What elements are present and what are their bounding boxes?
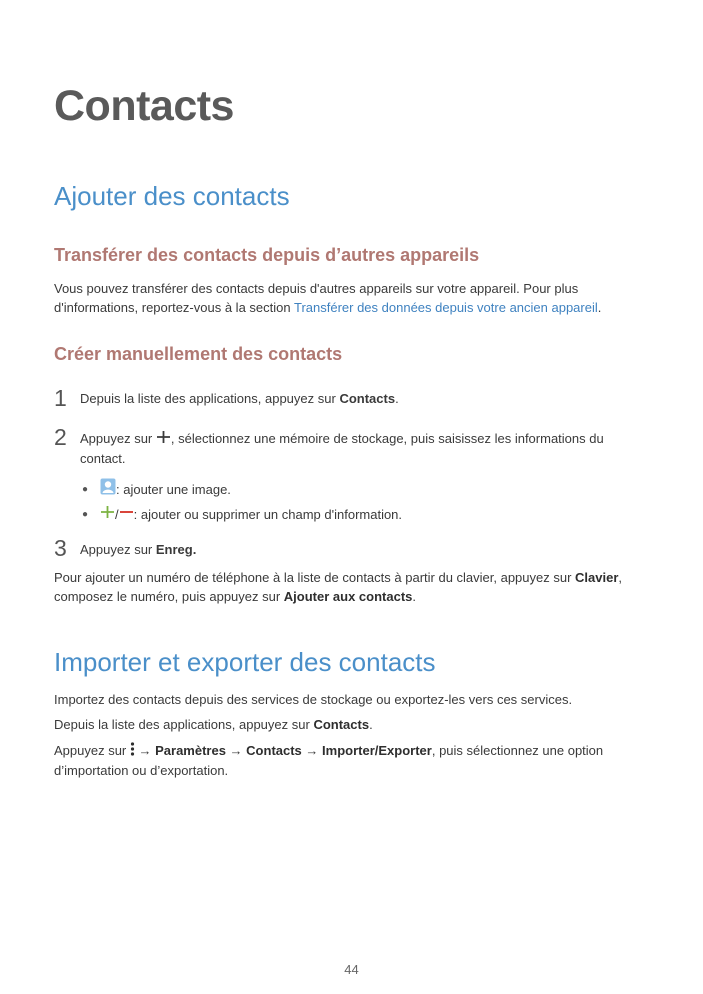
bullet-add-remove-field: [82, 505, 402, 524]
step-2-post: , sélectionnez une mémoire de stockage, puis saisissez les informations du contact.: [80, 431, 604, 467]
transfer-link[interactable]: Transférer des données depuis votre ancien appareil: [293, 300, 598, 315]
transfer-paragraph: [54, 279, 644, 317]
section-title-import-export: Importer et exporter des contacts: [54, 647, 436, 677]
note-mid: , composez le numéro, puis appuyez sur: [54, 570, 623, 604]
step-number-3: 3: [54, 535, 67, 561]
step-number-1: 1: [54, 385, 67, 411]
import-p3-settings: Paramètres: [155, 743, 226, 758]
import-paragraph-3: [54, 741, 644, 780]
note-bold-keypad: Clavier: [575, 570, 619, 585]
step-number-2: 2: [54, 424, 67, 450]
arrow-2: →: [225, 743, 247, 758]
import-p3-import-export: Importer/Exporter: [322, 743, 432, 758]
import-p2-bold: Contacts: [313, 717, 370, 732]
import-p3-post: , puis sélectionnez une option d’importation ou d’exportation.: [54, 743, 604, 779]
subsection-title-transfer: Transférer des contacts depuis d’autres appareils: [54, 245, 480, 265]
step-3-bold: Enreg.: [155, 542, 197, 557]
transfer-text: Vous pouvez transférer des contacts depuis d'autres appareils sur votre appareil. Pour plus d'informations, reportez-vous à la section: [54, 281, 579, 315]
step-1-bold: Contacts: [339, 391, 396, 406]
import-p2-post: .: [369, 717, 373, 732]
subsection-title-manual: Créer manuellement des contacts: [54, 344, 343, 364]
arrow-1: →: [134, 743, 156, 758]
step-3-text: [80, 540, 640, 559]
bullet-2-text: : ajouter ou supprimer un champ d'information.: [133, 507, 403, 522]
step-1-text: [80, 389, 640, 408]
import-paragraph-1: Importez des contacts depuis des services de stockage ou exportez-les vers ces services.: [54, 692, 573, 707]
step-3-pre: Appuyez sur: [80, 542, 156, 557]
section-title-add-contacts: Ajouter des contacts: [54, 181, 290, 211]
arrow-3: →: [301, 743, 323, 758]
bullet-add-image: [82, 478, 231, 500]
step-2-text: [80, 429, 640, 468]
import-paragraph-2: [54, 715, 644, 734]
plus-icon: [156, 430, 171, 449]
contact-image-icon: [100, 478, 116, 500]
step-2-pre: Appuyez sur: [80, 431, 156, 446]
step-1-pre: Depuis la liste des applications, appuyez sur: [80, 391, 340, 406]
bullet-dot-icon: ●: [82, 483, 89, 495]
note-post: .: [412, 589, 417, 604]
import-p2-pre: Depuis la liste des applications, appuyez sur: [54, 717, 314, 732]
bullet-1-text: : ajouter une image.: [116, 481, 231, 497]
bullet-dot-icon: ●: [82, 509, 89, 520]
note-bold-add-to-contacts: Ajouter aux contacts: [283, 589, 413, 604]
transfer-text-end: .: [597, 300, 602, 315]
remove-field-icon: [119, 505, 134, 524]
bullet-2-separator: /: [115, 507, 119, 522]
import-p3-contacts: Contacts: [246, 743, 302, 758]
keypad-note-paragraph: [54, 568, 644, 606]
page-number: 44: [344, 962, 359, 977]
step-1-post: .: [395, 391, 399, 406]
note-pre: Pour ajouter un numéro de téléphone à la liste de contacts à partir du clavier, appuyez sur: [54, 570, 576, 585]
add-field-icon: [100, 505, 115, 524]
import-p3-pre: Appuyez sur: [54, 743, 130, 758]
chapter-title: Contacts: [54, 82, 234, 130]
